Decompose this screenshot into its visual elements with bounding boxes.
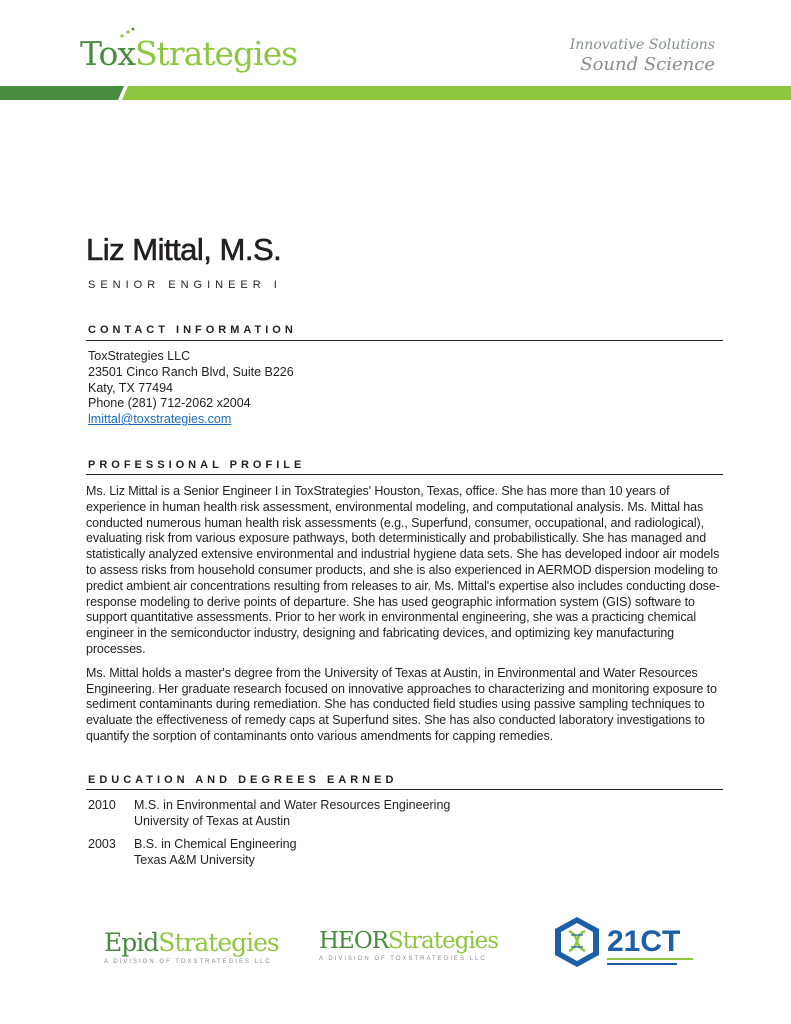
epid-division-text: A DIVISION OF TOXSTRATEGIES LLC [104,959,272,965]
epidstrategies-logo [104,928,279,965]
epid-wordmark [104,928,279,957]
person-title: SENIOR ENGINEER I [88,279,282,291]
tagline-line1: Innovative Solutions [569,37,715,53]
contact-address2: Katy, TX 77494 [88,380,174,395]
contact-email-link[interactable]: lmittal@toxstrategies.com [88,412,232,427]
toxstrategies-logo [80,28,298,78]
logo-wordmark [80,34,297,73]
contact-company: ToxStrategies LLC [88,349,191,363]
person-name: Liz Mittal, M.S. [86,232,282,267]
heor-strategies-text: Strategies [388,928,499,954]
education-degree [134,837,297,869]
profile-divider [86,474,723,475]
profile-paragraph-2: Ms. Mittal holds a master's degree from the University of Texas at Austin, in Environmental and Water Resources Engineering. Her graduate research focused on innovative approaches to characterizing and monitoring exposure to sediment contaminants during remediation. She has conducted field studies using passive sampling techniques to evaluate the effectiveness of remedy caps at Superfund sites. She has also conducted laboratory investigations to quantify the sorption of contaminants onto various amendments for capping remedies. [86,665,717,743]
tagline [570,36,715,76]
degree-school: University of Texas at Austin [134,813,291,828]
logo-strategies-text: Strategies [134,34,298,73]
education-year: 2003 [88,837,116,851]
heor-wordmark [319,928,498,954]
degree-title: M.S. in Environmental and Water Resources Engineering [134,798,451,812]
heor-text: HEOR [319,928,389,954]
epid-strategies-text: Strategies [158,928,279,957]
contact-phone: Phone (281) 712-2062 x2004 [88,396,251,411]
heor-division-text: A DIVISION OF TOXSTRATEGIES LLC [319,956,487,962]
profile-paragraph-1: Ms. Liz Mittal is a Senior Engineer I in ToxStrategies' Houston, Texas, office. She has more than 10 years of experience in human health risk assessment, environmental modeling, and computational analysis. Ms. Mittal has conducted numerous human health risk assessments (e.g., Superfund, consumer, occupational, and radiological), evaluating risk from various exposure pathways, both deterministically and probabilistically. She has managed and statistically analyzed extensive environmental and industrial hygiene data sets. She has developed indoor air models to assess risks from household consumer products, and she is also experienced in AERMOD dispersion modeling to predict ambient air concentrations resulting from releases to air. Ms. Mittal's expertise also includes conducting dose-response modeling to derive points of departure. She has used geographic information system (GIS) software to support quantitative assessments. Prior to her work in environmental engineering, she was a practicing chemical engineer in the semiconductor industry, designing and fabricating devices, and optimizing key manufacturing processes. [86,484,720,656]
profile-text [86,484,726,753]
epid-text: Epid [104,928,159,957]
logo-tox-text: Tox [80,34,135,73]
education-heading: EDUCATION AND DEGREES EARNED [88,774,398,786]
contact-divider [86,340,723,341]
contact-block [88,349,294,428]
21ct-logo [551,915,701,975]
heorstrategies-logo [319,928,498,962]
header-band [0,86,791,100]
contact-heading: CONTACT INFORMATION [88,324,297,336]
21ct-wordmark: 21CT [607,925,681,958]
education-divider [86,789,723,790]
education-year: 2010 [88,798,116,812]
profile-heading: PROFESSIONAL PROFILE [88,459,306,471]
degree-school: Texas A&M University [134,852,255,867]
degree-title: B.S. in Chemical Engineering [134,837,297,851]
contact-address1: 23501 Cinco Ranch Blvd, Suite B226 [88,364,294,379]
tagline-line2: Sound Science [580,54,715,75]
education-degree [134,798,450,830]
